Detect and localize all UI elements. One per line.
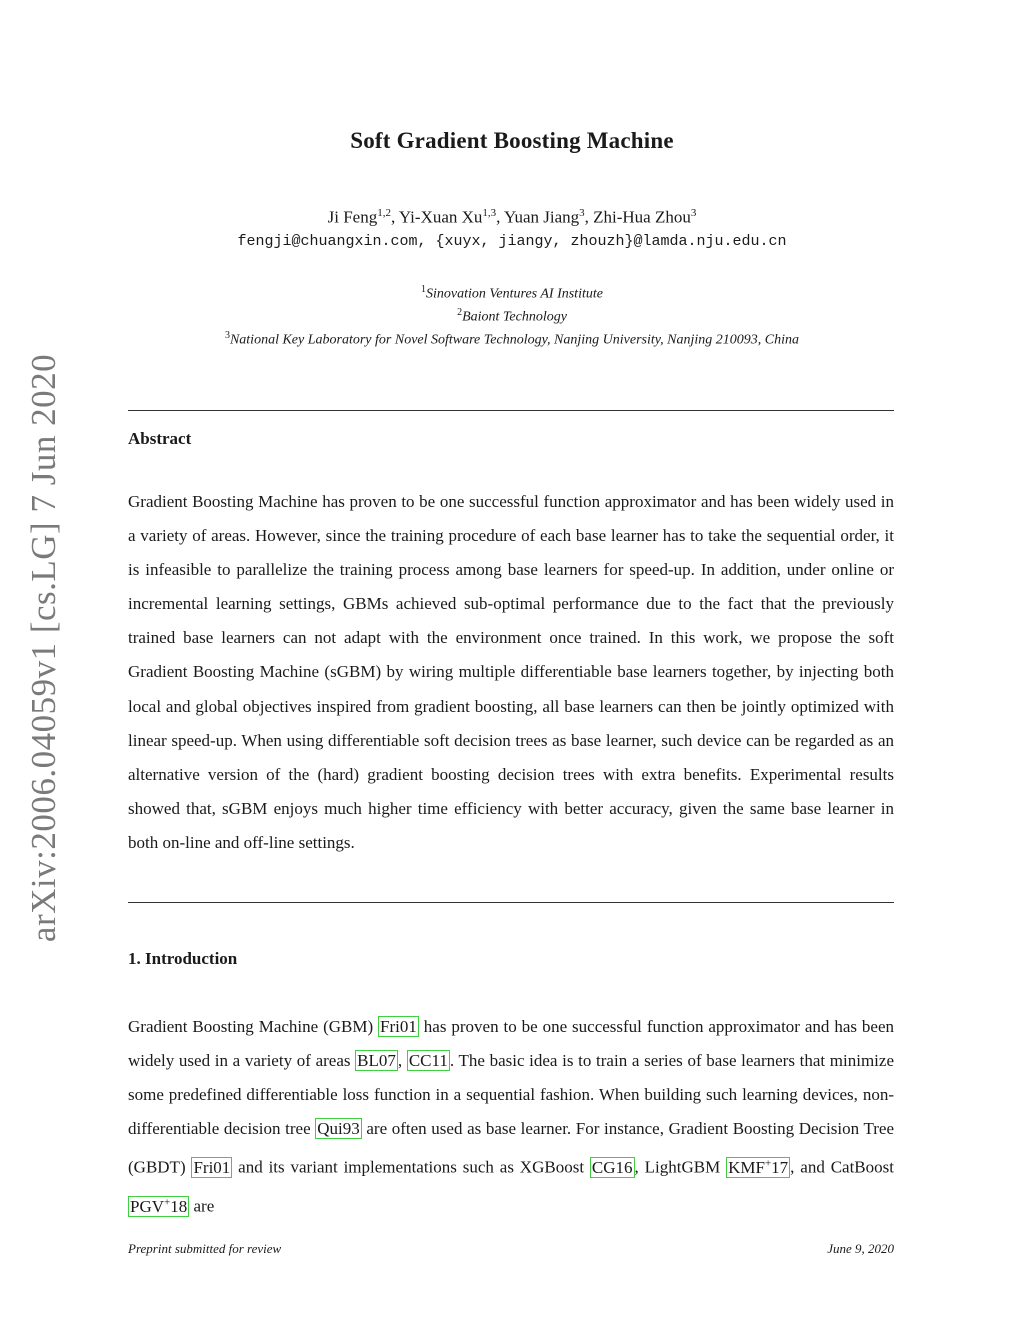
affiliation-line bbox=[0, 304, 1024, 327]
citation-link[interactable]: Qui93 bbox=[317, 1119, 360, 1139]
author-name: Yuan Jiang bbox=[504, 207, 580, 227]
citation-link[interactable]: PGV+18 bbox=[130, 1196, 188, 1216]
author-emails: fengji@chuangxin.com, {xuyx, jiangy, zhouzh}@lamda.nju.edu.cn bbox=[237, 233, 787, 250]
author-name: Yi-Xuan Xu bbox=[398, 207, 483, 227]
author-affiliation-mark: 3 bbox=[690, 207, 697, 219]
affiliation-text: Baiont Technology bbox=[462, 309, 567, 325]
citation-link[interactable]: Fri01 bbox=[193, 1158, 231, 1178]
introduction-heading: 1. Introduction bbox=[128, 949, 238, 968]
paper-title: Soft Gradient Boosting Machine bbox=[350, 128, 674, 153]
affiliation-text: National Key Laboratory for Novel Software Technology, Nanjing University, Nanjing 210093, China bbox=[229, 332, 800, 348]
footer-date: June 9, 2020 bbox=[827, 1241, 894, 1256]
arxiv-stamp bbox=[22, 353, 66, 943]
citation-link[interactable]: Fri01 bbox=[380, 1017, 417, 1036]
abstract-bottom-rule bbox=[128, 902, 894, 903]
citation-link[interactable]: BL07 bbox=[357, 1051, 396, 1071]
affiliation-mark: 3 bbox=[224, 330, 230, 342]
affiliation-line bbox=[0, 281, 1024, 304]
author-affiliation-mark: 1,3 bbox=[482, 207, 497, 219]
author-name: Ji Feng bbox=[327, 207, 378, 227]
introduction-text: Gradient Boosting Machine (GBM) Fri01 has proven to be one successful function approximator and has been widely used in a variety of areas BL07 , CC11 . The basic idea is to train a series of base learners that minimize some predefined differentiable loss function in a sequential fashion. When building such learning devices, non-differentiable decision tree Qui93 are often used as base learner. For instance, Gradient Boosting Decision Tree (GBDT) Fri01 and its variant implementations such as XGBoost CG16 , LightGBM KMF+17 , and CatBoost PGV+18 are bbox=[128, 1017, 894, 1216]
affiliation-list bbox=[0, 281, 1024, 350]
citation-link[interactable]: CC11 bbox=[408, 1051, 448, 1071]
abstract-text: Gradient Boosting Machine has proven to be one successful function approximator and has been widely used in a variety of areas. However, since the training procedure of each base learner has to take the sequential order, it is infeasible to parallelize the training process among base learners for speed-up. In addition, under online or incremental learning settings, GBMs achieved sub-optimal performance due to the fact that the previously trained base learners can not adapt with the environment once trained. In this work, we propose the soft Gradient Boosting Machine (sGBM) by wiring multiple differentiable base learners together, by injecting both local and global objectives inspired from gradient boosting, all base learners can then be jointly optimized with linear speed-up. When using differentiable soft decision trees as base learner, such device can be regarded as an alternative version of the (hard) gradient boosting decision trees with extra benefits. Experimental results showed that, sGBM enjoys much higher time efficiency with better accuracy, given the same base learner in both on-line and off-line settings. bbox=[128, 492, 894, 852]
affiliation-mark: 1 bbox=[421, 284, 427, 295]
affiliation-mark: 2 bbox=[457, 307, 463, 319]
affiliation-line bbox=[0, 327, 1024, 350]
author-list: Ji Feng$^{1,2}$, Yi-Xuan Xu$^{1,3}$, Yuan Jiang$^3$, Zhi-Hua Zhou$^3$ bbox=[327, 207, 697, 227]
citation-link[interactable]: CG16 bbox=[591, 1158, 633, 1178]
abstract-top-rule bbox=[128, 410, 894, 411]
affiliation-text: Sinovation Ventures AI Institute bbox=[426, 286, 603, 302]
author-affiliation-mark: 1,2 bbox=[377, 207, 391, 219]
abstract-heading: Abstract bbox=[128, 429, 192, 448]
arxiv-id: arXiv:2006.04059v1 [cs.LG] 7 Jun 2020 bbox=[24, 353, 63, 943]
footer-preprint-note: Preprint submitted for review bbox=[128, 1241, 282, 1256]
author-name: Zhi-Hua Zhou bbox=[593, 207, 691, 227]
citation-link[interactable]: KMF+17 bbox=[728, 1157, 789, 1178]
author-affiliation-mark: 3 bbox=[579, 207, 585, 219]
